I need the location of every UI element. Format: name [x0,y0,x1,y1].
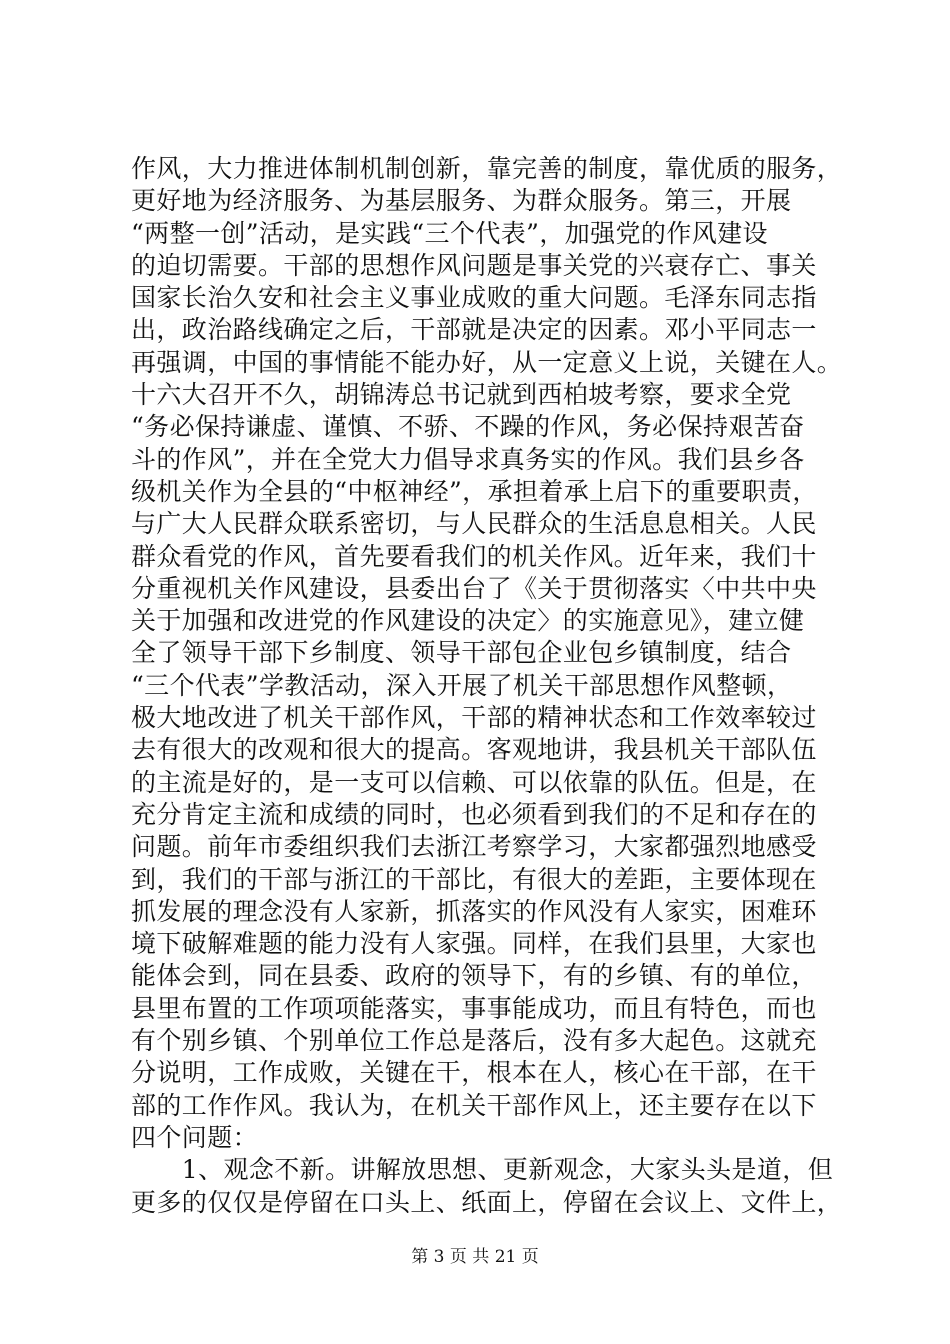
text-line: 1、观念不新。讲解放思想、更新观念，大家头头是道，但 [131,1155,834,1185]
text-line: “两整一创”活动，是实践“三个代表”，加强党的作风建设 [131,218,768,248]
text-line: 去有很大的改观和很大的提高。客观地讲，我县机关干部队伍 [131,735,817,765]
text-line: 抓发展的理念没有人家新，抓落实的作风没有人家实，困难环 [131,896,817,926]
text-line: 的主流是好的，是一支可以信赖、可以依靠的队伍。但是，在 [131,767,817,797]
text-line: 出，政治路线确定之后，干部就是决定的因素。邓小平同志一 [131,315,817,345]
text-line: 分重视机关作风建设，县委出台了《关于贯彻落实〈中共中央 [131,573,817,603]
text-line: 斗的作风”，并在全党大力倡导求真务实的作风。我们县乡各 [131,444,805,474]
text-line: 极大地改进了机关干部作风，干部的精神状态和工作效率较过 [131,703,817,733]
text-line: 到，我们的干部与浙江的干部比，有很大的差距，主要体现在 [131,864,817,894]
page-number-footer: 第 3 页 共 21 页 [411,1247,539,1267]
text-line: 更多的仅仅是停留在口头上、纸面上，停留在会议上、文件上， [131,1187,843,1217]
text-line: 四个问题： [131,1122,259,1152]
text-line: 级机关作为全县的“中枢神经”，承担着承上启下的重要职责， [131,476,818,506]
text-line: 再强调，中国的事情能不能办好，从一定意义上说，关键在人。 [131,347,843,377]
text-line: 国家长治久安和社会主义事业成败的重大问题。毛泽东同志指 [131,283,817,313]
text-line: 与广大人民群众联系密切，与人民群众的生活息息相关。人民 [131,509,817,539]
text-line: 充分肯定主流和成绩的同时，也必须看到我们的不足和存在的 [131,799,817,829]
text-line: 县里布置的工作项项能落实，事事能成功，而且有特色，而也 [131,993,817,1023]
text-line: 境下破解难题的能力没有人家强。同样，在我们县里，大家也 [131,929,817,959]
text-line: 十六大召开不久，胡锦涛总书记就到西柏坡考察，要求全党 [131,380,792,410]
text-line: 关于加强和改进党的作风建设的决定〉的实施意见》，建立健 [131,606,805,636]
text-line: 的迫切需要。干部的思想作风问题是事关党的兴衰存亡、事关 [131,250,817,280]
text-line: 有个别乡镇、个别单位工作总是落后，没有多大起色。这就充 [131,1026,817,1056]
body-text [131,153,843,1219]
text-line: “三个代表”学教活动，深入开展了机关干部思想作风整顿， [131,670,793,700]
text-line: 群众看党的作风，首先要看我们的机关作风。近年来，我们十 [131,541,817,571]
text-line: 问题。前年市委组织我们去浙江考察学习，大家都强烈地感受 [131,832,817,862]
text-line: 能体会到，同在县委、政府的领导下，有的乡镇、有的单位， [131,961,817,991]
text-line: 全了领导干部下乡制度、领导干部包企业包乡镇制度，结合 [131,638,792,668]
text-line: “务必保持谦虚、谨慎、不骄、不躁的作风，务必保持艰苦奋 [131,412,805,442]
text-line: 更好地为经济服务、为基层服务、为群众服务。第三，开展 [131,186,792,216]
text-line: 作风，大力推进体制机制创新，靠完善的制度，靠优质的服务， [131,154,843,183]
text-line: 部的工作作风。我认为，在机关干部作风上，还主要存在以下 [131,1090,817,1120]
text-line: 分说明，工作成败，关键在干，根本在人，核心在干部，在干 [131,1058,817,1088]
